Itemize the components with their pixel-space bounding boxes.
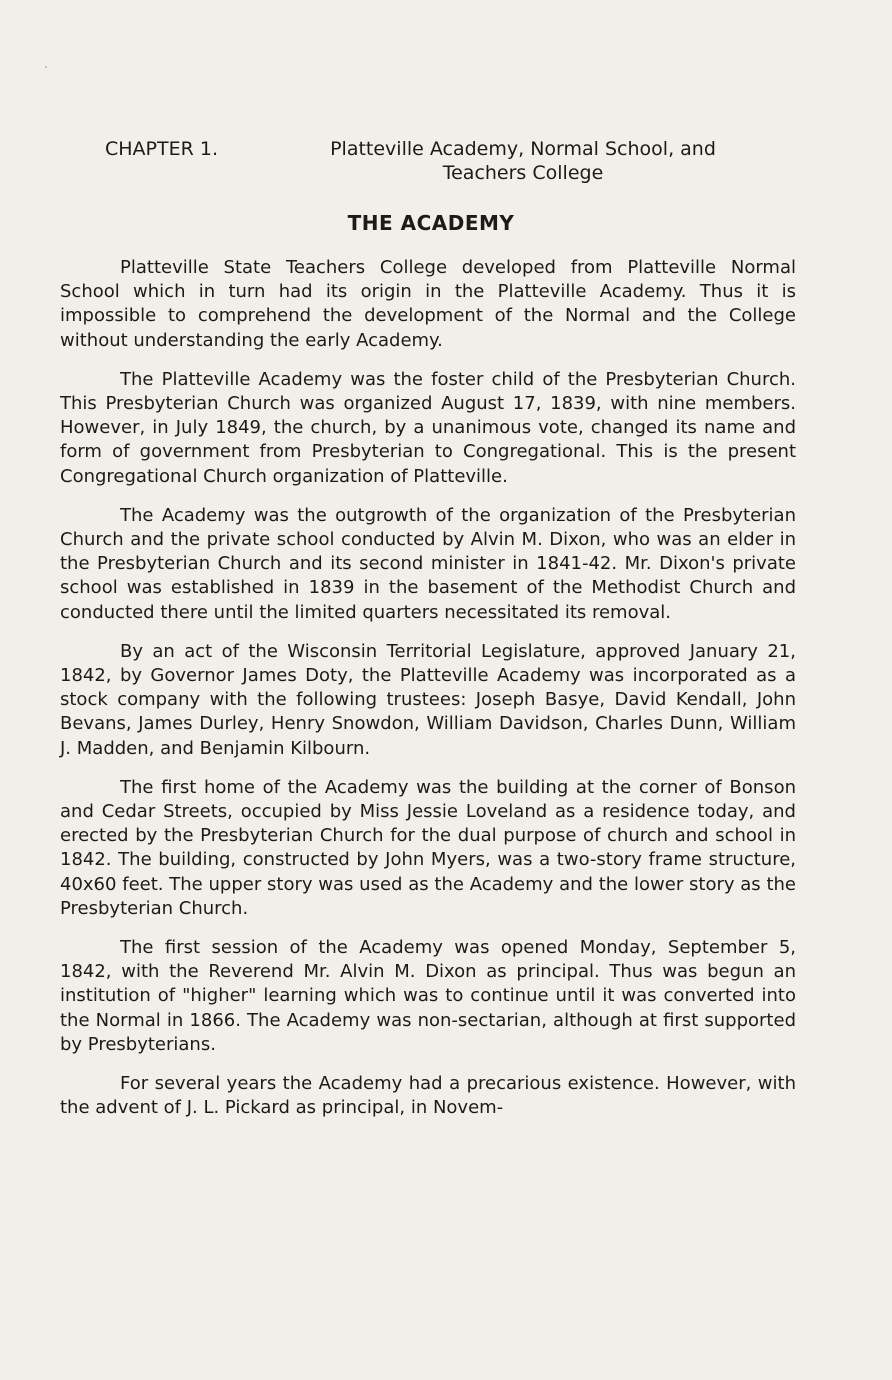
section-heading: THE ACADEMY — [347, 211, 515, 235]
body-text — [60, 256, 796, 1121]
paragraph-4: By an act of the Wisconsin Territorial Legislature, approved January 21, 1842, by Governor James Doty, the Platteville Academy was incorporated as a stock company with the following trustees: Joseph Basye, David Kendall, John Bevans, James Durley, Henry Snowdon, William Davidson, Charles Dunn, William J. Madden, and Benjamin Kilbourn. — [60, 640, 796, 759]
paragraph-2: The Platteville Academy was the foster child of the Presbyterian Church. This Presbyterian Church was organized August 17, 1839, with nine members. However, in July 1849, the church, by a unanimous vote, changed its name and form of government from Presbyterian to Congregational. This is the present Congregational Church organization of Platteville. — [60, 368, 796, 487]
chapter-label: CHAPTER 1. — [105, 138, 218, 160]
page-speck — [45, 66, 47, 68]
paragraph-6: The first session of the Academy was opened Monday, September 5, 1842, with the Reverend Mr. Alvin M. Dixon as principal. Thus was begun an institution of "higher" learning which was to continue until it was converted into the Normal in 1866. The Academy was non-sectarian, although at first supported by Presbyterians. — [60, 937, 796, 1055]
paragraph-7: For several years the Academy had a precarious existence. However, with the advent of J. L. Pickard as principal, in Novem- — [60, 1073, 796, 1119]
paragraph-3: The Academy was the outgrowth of the organization of the Presbyterian Church and the private school conducted by Alvin M. Dixon, who was an elder in the Presbyterian Church and its second minister in 1841-42. Mr. Dixon's private school was established in 1839 in the basement of the Methodist Church and conducted there until the limited quarters necessitated its removal. — [60, 504, 796, 623]
chapter-title: Platteville Academy, Normal School, and Teachers College — [330, 138, 716, 184]
paragraph-5: The first home of the Academy was the building at the corner of Bonson and Cedar Streets, occupied by Miss Jessie Loveland as a residence today, and erected by the Presbyterian Church for the dual purpose of church and school in 1842. The building, constructed by John Myers, was a two-story frame structure, 40x60 feet. The upper story was used as the Academy and the lower story as the Presbyterian Church. — [60, 776, 796, 919]
paragraph-1: Platteville State Teachers College developed from Platteville Normal School which in turn had its origin in the Platteville Academy. Thus it is impossible to comprehend the development of the Normal and the College without understanding the early Academy. — [60, 257, 796, 351]
